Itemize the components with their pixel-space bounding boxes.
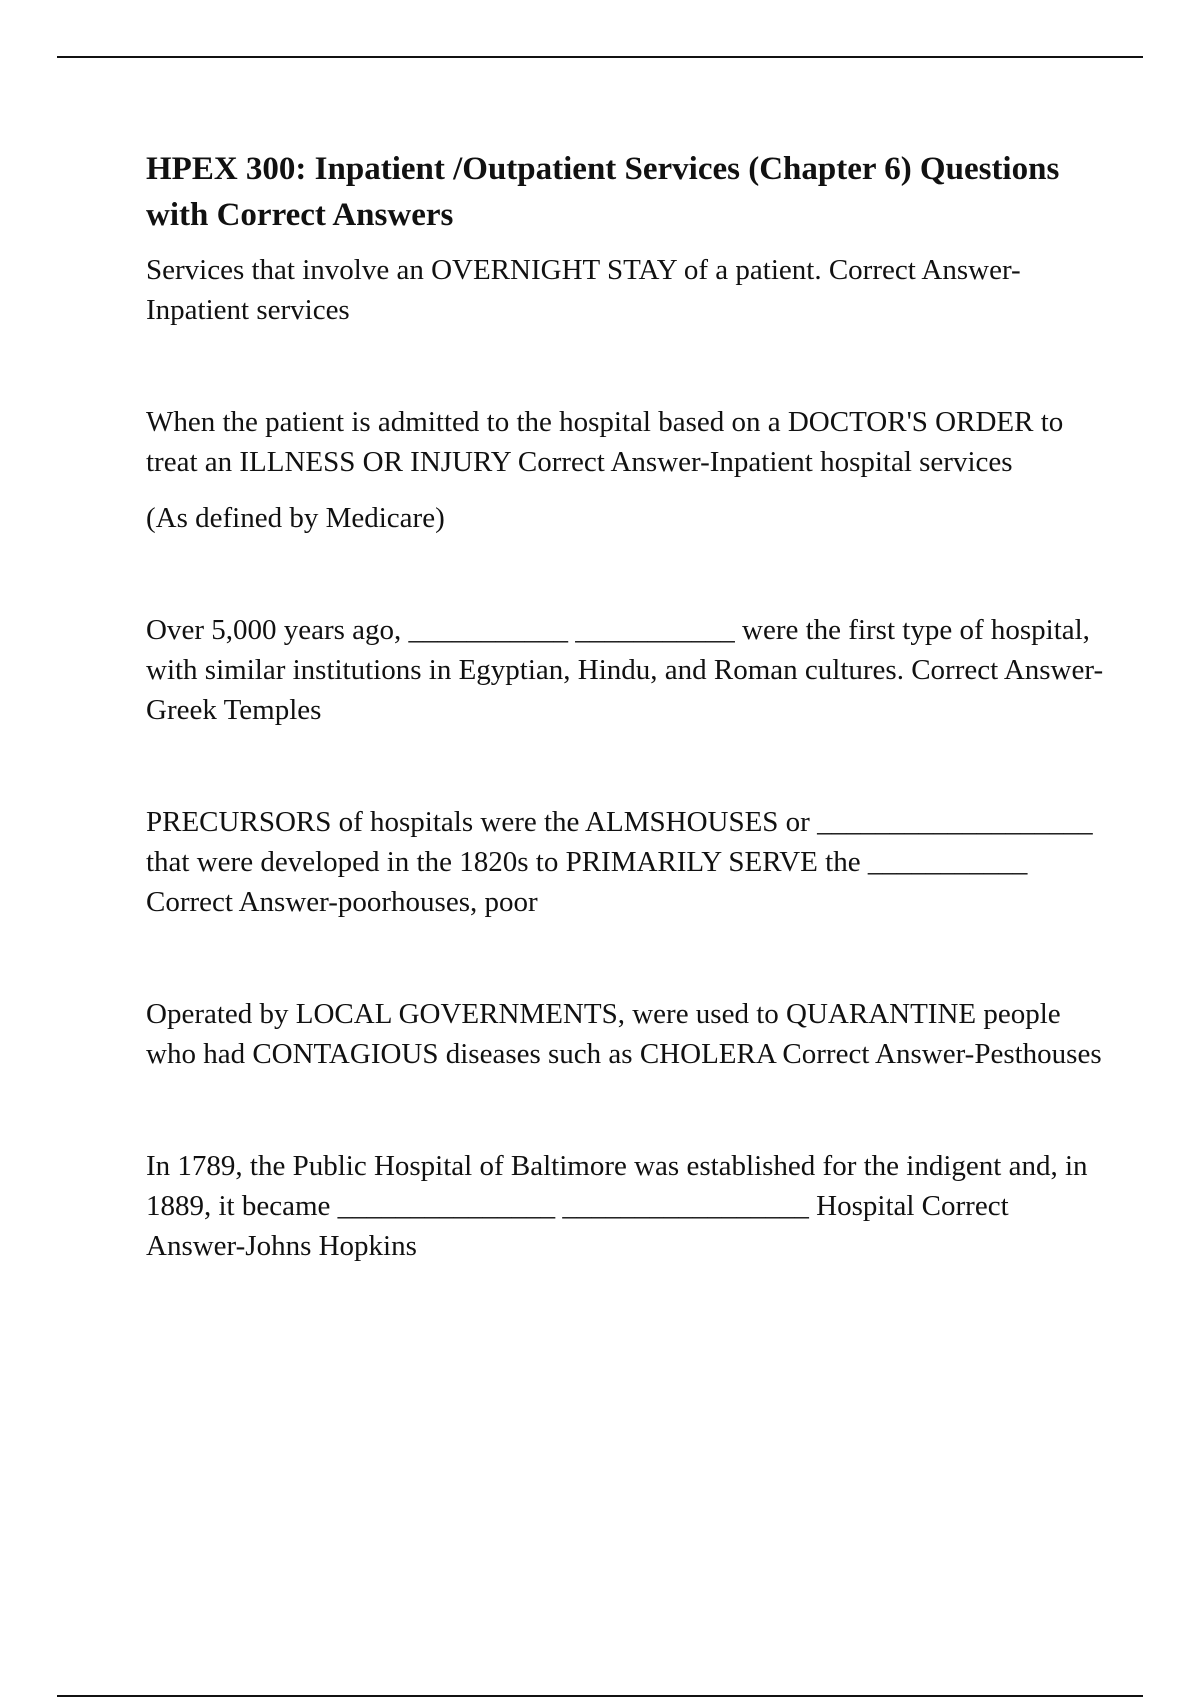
top-divider bbox=[57, 56, 1143, 58]
page-title: HPEX 300: Inpatient /Outpatient Services (Chapter 6) Questions with Correct Answers bbox=[146, 151, 1060, 233]
qa-entry-3: Over 5,000 years ago, ___________ ___________ were the first type of hospital, with similar institutions in Egyptian, Hindu, and Roman cultures. Correct Answer-Greek Temples bbox=[146, 614, 1104, 726]
qa-entry-2: When the patient is admitted to the hospital based on a DOCTOR'S ORDER to treat an ILLNESS OR INJURY Correct Answer-Inpatient hospital services bbox=[146, 406, 1064, 478]
bottom-divider bbox=[57, 1695, 1143, 1697]
document-body bbox=[146, 146, 1106, 1266]
qa-entry-5: Operated by LOCAL GOVERNMENTS, were used to QUARANTINE people who had CONTAGIOUS diseases such as CHOLERA Correct Answer-Pesthouses bbox=[146, 998, 1102, 1070]
qa-entry-1: Services that involve an OVERNIGHT STAY of a patient. Correct Answer-Inpatient services bbox=[146, 254, 1021, 326]
qa-entry-2-note: (As defined by Medicare) bbox=[146, 502, 445, 534]
qa-entry-4: PRECURSORS of hospitals were the ALMSHOUSES or ___________________ that were developed in the 1820s to PRIMARILY SERVE the ___________ Correct Answer-poorhouses, poor bbox=[146, 806, 1093, 918]
qa-entry-6: In 1789, the Public Hospital of Baltimore was established for the indigent and, in 1889, it became _______________ _________________ Hospital Correct Answer-Johns Hopkins bbox=[146, 1150, 1088, 1262]
